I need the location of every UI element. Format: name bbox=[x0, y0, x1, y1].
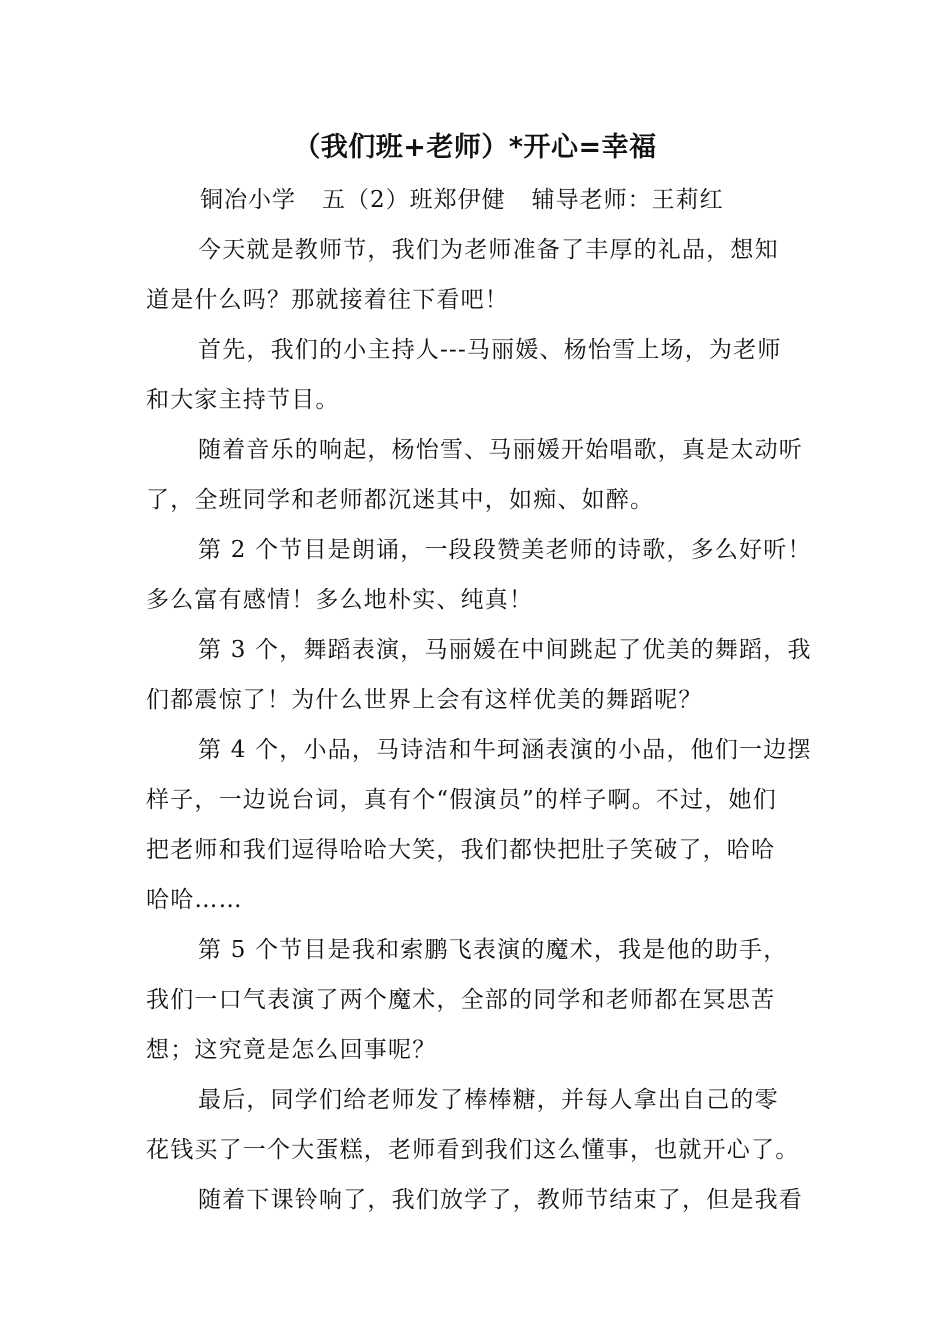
paragraph-line: 随着下课铃响了，我们放学了，教师节结束了，但是我看 bbox=[198, 1187, 803, 1213]
paragraph-line: 第 3 个，舞蹈表演，马丽媛在中间跳起了优美的舞蹈，我 bbox=[198, 637, 812, 663]
paragraph-line: 想；这究竟是怎么回事呢？ bbox=[146, 1037, 437, 1063]
document-title: （我们班+老师）*开心=幸福 bbox=[293, 132, 657, 163]
paragraph-line: 今天就是教师节，我们为老师准备了丰厚的礼品，想知 bbox=[198, 237, 779, 263]
byline-teacher: 辅导老师：王莉红 bbox=[531, 187, 724, 213]
paragraph-line: 和大家主持节目。 bbox=[146, 387, 340, 413]
paragraph-line: 多么富有感情！多么地朴实、纯真！ bbox=[146, 587, 534, 613]
paragraph-line: 了，全班同学和老师都沉迷其中，如痴、如醉。 bbox=[146, 487, 655, 513]
paragraph-line: 们都震惊了！为什么世界上会有这样优美的舞蹈呢？ bbox=[146, 687, 703, 713]
paragraph-line: 第 4 个，小品，马诗洁和牛珂涵表演的小品，他们一边摆 bbox=[198, 737, 812, 763]
paragraph-line: 第 5 个节目是我和索鹏飞表演的魔术，我是他的助手， bbox=[198, 937, 788, 963]
paragraph-line: 道是什么吗？那就接着往下看吧！ bbox=[146, 287, 509, 313]
paragraph-line: 随着音乐的响起，杨怡雪、马丽媛开始唱歌，真是太动听 bbox=[198, 437, 803, 463]
byline-class-author: 五（2）班郑伊健 bbox=[322, 187, 506, 213]
paragraph-line: 把老师和我们逗得哈哈大笑，我们都快把肚子笑破了，哈哈 bbox=[146, 837, 776, 863]
byline-school: 铜冶小学 bbox=[200, 187, 296, 213]
byline bbox=[200, 180, 724, 220]
paragraph-line: 花钱买了一个大蛋糕，老师看到我们这么懂事，也就开心了。 bbox=[146, 1137, 800, 1163]
paragraph-line: 我们一口气表演了两个魔术，全部的同学和老师都在冥思苦 bbox=[146, 987, 776, 1013]
paragraph-line: 最后，同学们给老师发了棒棒糖，并每人拿出自己的零 bbox=[198, 1087, 779, 1113]
paragraph-line: 样子，一边说台词，真有个“假演员”的样子啊。不过，她们 bbox=[146, 787, 777, 813]
paragraph-line: 第 2 个节目是朗诵，一段段赞美老师的诗歌，多么好听！ bbox=[198, 537, 812, 563]
paragraph-line: 哈哈…… bbox=[146, 887, 243, 913]
paragraph-line: 首先，我们的小主持人---马丽媛、杨怡雪上场，为老师 bbox=[198, 337, 782, 363]
